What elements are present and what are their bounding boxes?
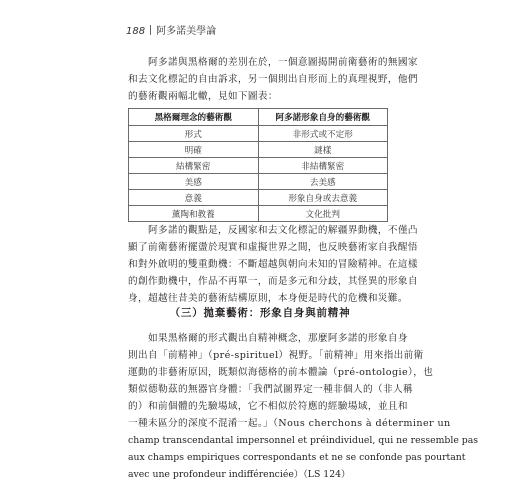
text-line: 身，超越往昔美的藝術結構原則，本身便是時代的危機和災難。	[128, 293, 408, 304]
table-cell: 文化批判	[258, 206, 388, 222]
text-line: champ transcendantal impersonnel et préindividuel, qui ne ressemble pas	[128, 435, 479, 446]
table-cell: 明確	[129, 142, 259, 158]
text-line: 阿多諾與黑格爾的差別在於，一個意圖揭開前衛藝術的無國家	[148, 57, 418, 68]
text-line: 和去文化標記的自由訴求，另一個則出自形而上的真理視野，他們	[128, 74, 418, 85]
table-cell: 意義	[129, 190, 259, 206]
table-cell: 結構緊密	[129, 158, 259, 174]
book-title: 阿多諾美學論	[156, 26, 217, 37]
text-line: 則出自「前精神」（pré-spirituel）視野。「前精神」用來指出前衛	[128, 350, 424, 361]
header-divider	[150, 25, 151, 35]
table-row	[129, 126, 388, 142]
text-line: 類似德勒茲的無器官身體：「我們試圖界定一種非個人的（非人稱	[128, 384, 414, 395]
text-line: 的）和前個體的先驗場域，它不相似於符應的經驗場域，並且和	[128, 401, 408, 412]
running-header	[126, 22, 216, 37]
text-line: 和對外啟明的雙重動機：不斷超越與朝向未知的冒險精神。在這樣	[128, 259, 418, 270]
table-row	[129, 158, 388, 174]
table-cell: 非結構緊密	[258, 158, 388, 174]
column-header-adorno: 阿多諾形象自身的藝術觀	[258, 109, 388, 126]
table-row	[129, 206, 388, 222]
table-cell: 美感	[129, 174, 259, 190]
text-line: 的創作動機中，作品不再單一，而是多元和分歧，其怪異的形象自	[128, 276, 418, 287]
text-line: 阿多諾的觀點是，反國家和去文化標記的解疆界動機，不僅凸	[148, 225, 418, 236]
text-line: 運動的非藝術原因，既類似海德格的前本體論（pré-ontologie），也	[128, 367, 434, 378]
table-row	[129, 174, 388, 190]
paragraph-pre-spirit	[128, 330, 479, 483]
text-line: 如果黑格爾的形式觀出自精神概念，那麼阿多諾的形象自身	[148, 333, 408, 344]
paragraph-adorno-view	[128, 222, 418, 307]
section-heading: （三）拋棄藝術：形象自身與前精神	[169, 307, 351, 319]
page-number: 188	[126, 26, 146, 37]
table-cell: 去美感	[258, 174, 388, 190]
table-cell: 非形式或不定形	[258, 126, 388, 142]
column-header-hegel: 黑格爾理念的藝術觀	[129, 109, 259, 126]
table-row	[129, 190, 388, 206]
text-line: 一種未區分的深度不混淆一起。」（Nous cherchons à déterminer un	[128, 418, 451, 429]
table-header-row	[129, 109, 388, 126]
table-row	[129, 142, 388, 158]
text-line: aux champs empiriques correspondants et ne se confonde pas pourtant	[128, 452, 466, 463]
table-cell: 形象自身或去意義	[258, 190, 388, 206]
text-line: 顯了前衛藝術擺盪於現實和虛擬世界之間，也反映藝術家自我醒悟	[128, 242, 418, 253]
paragraph-intro	[128, 54, 418, 105]
comparison-table	[128, 108, 388, 222]
table-cell: 薰陶和教養	[129, 206, 259, 222]
table-cell: 形式	[129, 126, 259, 142]
text-line: 的藝術觀兩幅北轍，見如下圖表：	[128, 91, 278, 102]
text-line: avec une profondeur indifférenciée）（LS 124）	[128, 469, 351, 480]
table-cell: 謎樣	[258, 142, 388, 158]
